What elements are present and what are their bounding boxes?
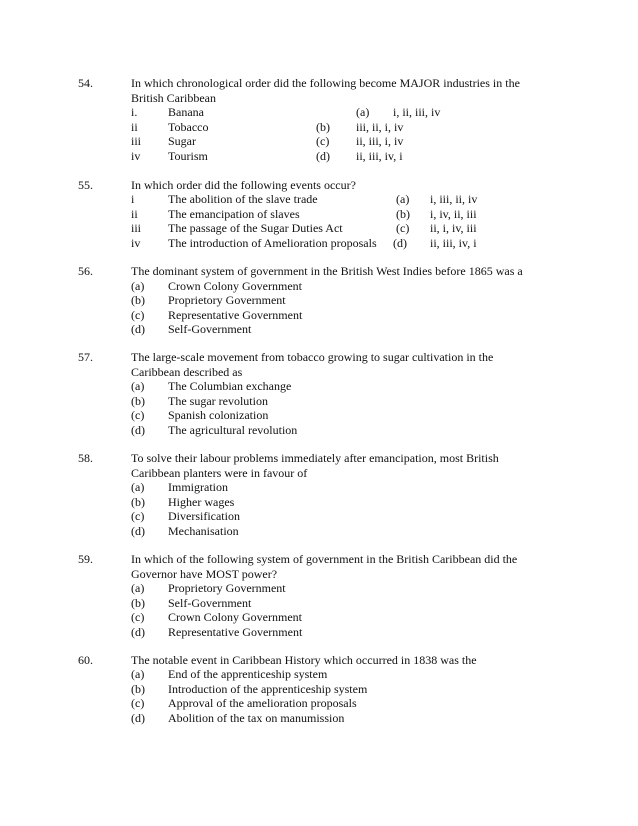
item-label: i. — [131, 105, 138, 119]
question-stem-line: To solve their labour problems immediately after emancipation, most British — [131, 451, 499, 465]
item-text: The introduction of Amelioration proposals — [168, 236, 377, 250]
option-label: (c) — [396, 221, 410, 235]
item-label: iv — [131, 236, 141, 250]
option-text: ii, iii, iv, i — [356, 149, 403, 163]
question-stem-line: In which order did the following events occur? — [131, 178, 356, 192]
option-label: (c) — [131, 696, 145, 710]
item-label: ii — [131, 120, 138, 134]
question-number: 56. — [78, 264, 93, 278]
question-number: 55. — [78, 178, 93, 192]
option-text: Representative Government — [168, 625, 303, 639]
option-text: Crown Colony Government — [168, 279, 302, 293]
option-label: (b) — [131, 682, 145, 696]
option-label: (d) — [131, 711, 145, 725]
option-label: (a) — [396, 192, 410, 206]
option-text: ii, iii, iv, i — [430, 236, 477, 250]
item-label: iii — [131, 134, 142, 148]
option-label: (a) — [131, 667, 145, 681]
option-text: Self-Government — [168, 322, 252, 336]
item-text: Banana — [168, 105, 204, 119]
option-text: Higher wages — [168, 495, 235, 509]
option-text: i, iii, ii, iv — [430, 192, 478, 206]
item-text: The passage of the Sugar Duties Act — [168, 221, 343, 235]
option-text: Representative Government — [168, 308, 303, 322]
option-text: End of the apprenticeship system — [168, 667, 328, 681]
option-label: (c) — [131, 509, 145, 523]
option-label: (b) — [396, 207, 410, 221]
question-number: 54. — [78, 76, 93, 90]
question-stem-line: Caribbean planters were in favour of — [131, 466, 308, 480]
option-label: (a) — [131, 279, 145, 293]
option-label: (a) — [131, 480, 145, 494]
option-text: i, iv, ii, iii — [430, 207, 477, 221]
option-text: i, ii, iii, iv — [393, 105, 441, 119]
option-text: Spanish colonization — [168, 408, 269, 422]
option-label: (d) — [131, 322, 145, 336]
option-text: Approval of the amelioration proposals — [168, 696, 357, 710]
option-text: ii, i, iv, iii — [430, 221, 477, 235]
option-label: (a) — [131, 581, 145, 595]
question-stem-line: The large-scale movement from tobacco growing to sugar cultivation in the — [131, 350, 494, 364]
item-text: Tobacco — [168, 120, 209, 134]
option-label: (b) — [131, 495, 145, 509]
question-stem-line: The notable event in Caribbean History which occurred in 1838 was the — [131, 653, 477, 667]
option-text: Introduction of the apprenticeship system — [168, 682, 368, 696]
question-number: 60. — [78, 653, 93, 667]
option-label: (c) — [131, 610, 145, 624]
option-label: (c) — [131, 408, 145, 422]
option-label: (a) — [131, 379, 145, 393]
question-stem-line: Caribbean described as — [131, 365, 243, 379]
option-text: The sugar revolution — [168, 394, 268, 408]
option-label: (c) — [316, 134, 330, 148]
option-text: Proprietory Government — [168, 581, 286, 595]
option-label: (b) — [131, 394, 145, 408]
item-text: The abolition of the slave trade — [168, 192, 318, 206]
option-label: (b) — [131, 293, 145, 307]
question-stem-line: In which chronological order did the following become MAJOR industries in the — [131, 76, 520, 90]
option-label: (d) — [131, 625, 145, 639]
option-label: (d) — [131, 423, 145, 437]
option-text: The Columbian exchange — [168, 379, 292, 393]
option-text: Crown Colony Government — [168, 610, 302, 624]
option-text: Diversification — [168, 509, 240, 523]
option-text: The agricultural revolution — [168, 423, 298, 437]
option-text: ii, iii, i, iv — [356, 134, 404, 148]
question-stem-line: British Caribbean — [131, 91, 216, 105]
item-label: iv — [131, 149, 141, 163]
option-label: (c) — [131, 308, 145, 322]
option-label: (b) — [131, 596, 145, 610]
item-text: Tourism — [168, 149, 208, 163]
question-number: 58. — [78, 451, 93, 465]
option-label: (d) — [131, 524, 145, 538]
item-label: iii — [131, 221, 142, 235]
option-label: (d) — [316, 149, 330, 163]
option-text: Immigration — [168, 480, 228, 494]
item-label: ii — [131, 207, 138, 221]
question-stem-line: The dominant system of government in the British West Indies before 1865 was a — [131, 264, 523, 278]
question-number: 59. — [78, 552, 93, 566]
item-text: The emancipation of slaves — [168, 207, 300, 221]
option-text: Proprietory Government — [168, 293, 286, 307]
option-text: Self-Government — [168, 596, 252, 610]
option-label: (b) — [316, 120, 330, 134]
option-text: Mechanisation — [168, 524, 239, 538]
question-number: 57. — [78, 350, 93, 364]
item-label: i — [131, 192, 135, 206]
item-text: Sugar — [168, 134, 196, 148]
option-label: (d) — [393, 236, 407, 250]
option-label: (a) — [356, 105, 370, 119]
option-text: iii, ii, i, iv — [356, 120, 404, 134]
question-stem-line: In which of the following system of government in the British Caribbean did the — [131, 552, 518, 566]
option-text: Abolition of the tax on manumission — [168, 711, 345, 725]
question-stem-line: Governor have MOST power? — [131, 567, 278, 581]
